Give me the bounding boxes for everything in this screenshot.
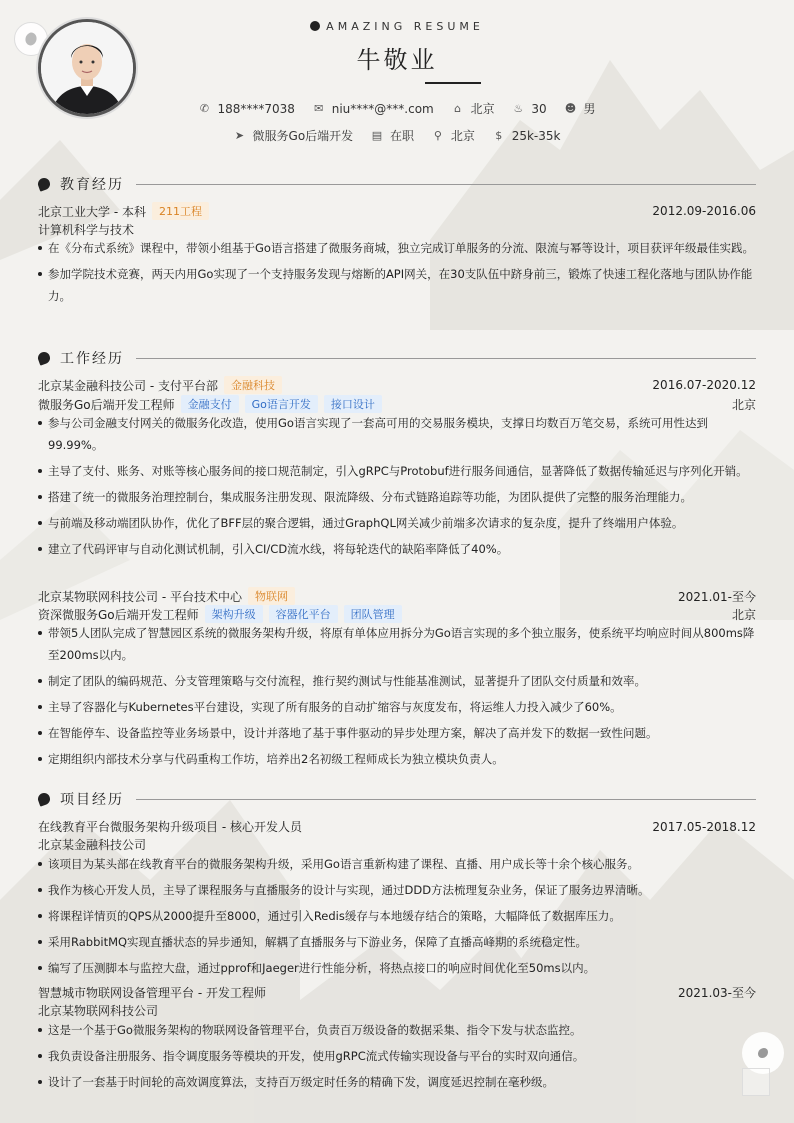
briefcase-icon: ▤ bbox=[371, 128, 383, 142]
project-2-bullets bbox=[38, 1019, 756, 1097]
project-period: 2017.05-2018.12 bbox=[652, 819, 756, 834]
list-item: 将课程详情页的QPS从2000提升至8000，通过引入Redis缓存与本地缓存结合的策略，大幅降低了数据库压力。 bbox=[38, 905, 756, 927]
work-period: 2021.01-至今 bbox=[678, 589, 756, 604]
project-1-company-row bbox=[38, 836, 756, 853]
project-company: 北京某物联网科技公司 bbox=[38, 1004, 159, 1018]
skill-tag: 容器化平台 bbox=[269, 605, 338, 623]
education-period: 2012.09-2016.06 bbox=[652, 204, 756, 218]
list-item: 参加学院技术竞赛，两天内用Go实现了一个支持服务发现与熔断的API网关，在30支队伍中跻身前三，锻炼了快速工程化落地与团队协作能力。 bbox=[38, 263, 756, 307]
work-1-header-row bbox=[38, 376, 756, 394]
leaf-icon bbox=[36, 791, 51, 806]
work-2-bullets bbox=[38, 622, 756, 774]
industry-tag: 物联网 bbox=[248, 587, 295, 605]
position-item: ➤ 微服务Go后端开发 bbox=[234, 128, 354, 143]
list-item: 该项目为某头部在线教育平台的微服务架构升级，采用Go语言重新构建了课程、直播、用户成长等十余个核心服务。 bbox=[38, 853, 756, 875]
work-1-role-row bbox=[38, 395, 756, 413]
work-2-role-row bbox=[38, 605, 756, 623]
company-name: 北京某金融科技公司 - 支付平台部 bbox=[38, 378, 218, 393]
work-2-header-row bbox=[38, 587, 756, 605]
resume-tagline: AMAZING RESUME bbox=[0, 20, 794, 33]
phone-icon: ✆ bbox=[199, 101, 210, 115]
education-major-row bbox=[38, 221, 756, 238]
skill-tag: 团队管理 bbox=[344, 605, 402, 623]
list-item: 编写了压测脚本与监控大盘，通过pprof和Jaeger进行性能分析，将热点接口的响应时间优化至50ms以内。 bbox=[38, 957, 756, 979]
list-item: 主导了支付、账务、对账等核心服务间的接口规范制定，引入gRPC与Protobuf进行服务间通信，显著降低了数据传输延迟与序列化开销。 bbox=[38, 460, 756, 482]
school-name: 北京工业大学 - 本科 bbox=[38, 204, 146, 219]
age-item: ♨ 30 bbox=[513, 101, 547, 116]
send-icon: ➤ bbox=[234, 128, 245, 142]
project-title: 智慧城市物联网设备管理平台 - 开发工程师 bbox=[38, 986, 266, 1000]
major-name: 计算机科学与技术 bbox=[38, 223, 135, 237]
list-item: 在智能停车、设备监控等业务场景中，设计并落地了基于事件驱动的异步处理方案，解决了高并发下的数据一致性问题。 bbox=[38, 722, 756, 744]
work-1-bullets bbox=[38, 412, 756, 564]
education-bullets bbox=[38, 237, 756, 311]
phone-item: ✆ 188****7038 bbox=[199, 101, 295, 116]
school-tag: 211工程 bbox=[152, 202, 209, 220]
section-divider bbox=[136, 799, 756, 800]
list-item: 制定了团队的编码规范、分支管理策略与交付流程，推行契约测试与性能基准测试，显著提升了团队交付质量和效率。 bbox=[38, 670, 756, 692]
work-location: 北京 bbox=[731, 607, 756, 622]
education-header-row bbox=[38, 202, 756, 220]
skill-tag: Go语言开发 bbox=[245, 395, 318, 413]
list-item: 主导了容器化与Kubernetes平台建设，实现了所有服务的自动扩缩容与灰度发布，将运维人力投入减少了60%。 bbox=[38, 696, 756, 718]
work-period: 2016.07-2020.12 bbox=[652, 378, 756, 392]
gender-item: ☻ 男 bbox=[564, 101, 596, 116]
list-item: 搭建了统一的微服务治理控制台，集成服务注册发现、限流降级、分布式链路追踪等功能，为团队提供了完整的服务治理能力。 bbox=[38, 486, 756, 508]
gender-icon: ☻ bbox=[564, 101, 577, 115]
projects-section-header: 项目经历 bbox=[38, 789, 756, 809]
project-period: 2021.03-至今 bbox=[678, 986, 756, 1000]
contact-info-row bbox=[0, 100, 794, 117]
leaf-icon bbox=[310, 21, 320, 31]
project-1-header-row bbox=[38, 818, 756, 835]
education-section-header: 教育经历 bbox=[38, 174, 756, 194]
list-item: 建立了代码评审与自动化测试机制，引入CI/CD流水线，将每轮迭代的缺陷率降低了40%。 bbox=[38, 538, 756, 560]
leaf-icon bbox=[36, 176, 51, 191]
list-item: 定期组织内部技术分享与代码重构工作坊，培养出2名初级工程师成长为独立模块负责人。 bbox=[38, 748, 756, 770]
decorative-square bbox=[742, 1068, 770, 1096]
job-intent-row bbox=[0, 127, 794, 144]
section-divider bbox=[136, 358, 756, 359]
industry-tag: 金融科技 bbox=[224, 376, 282, 394]
section-divider bbox=[136, 184, 756, 185]
job-title: 微服务Go后端开发工程师 bbox=[38, 397, 175, 412]
skill-tag: 接口设计 bbox=[324, 395, 382, 413]
status-item: ▤ 在职 bbox=[371, 128, 415, 143]
dollar-icon: $ bbox=[495, 128, 503, 142]
list-item: 带领5人团队完成了智慧园区系统的微服务架构升级，将原有单体应用拆分为Go语言实现的多个独立服务，使系统平均响应时间从800ms降至200ms以内。 bbox=[38, 622, 756, 666]
target-city-item: ⚲ 北京 bbox=[433, 128, 475, 143]
skill-tag: 架构升级 bbox=[205, 605, 263, 623]
list-item: 我负责设备注册服务、指令调度服务等模块的开发，使用gRPC流式传输实现设备与平台的实时双向通信。 bbox=[38, 1045, 756, 1067]
location-pin-icon: ⚲ bbox=[433, 128, 442, 142]
skill-tag: 金融支付 bbox=[181, 395, 239, 413]
candidate-name: 牛敬业 bbox=[356, 46, 438, 74]
cake-icon: ♨ bbox=[513, 101, 524, 115]
work-location: 北京 bbox=[731, 397, 756, 412]
list-item: 与前端及移动端团队协作，优化了BFF层的聚合逻辑，通过GraphQL网关减少前端多次请求的复杂度，提升了终端用户体验。 bbox=[38, 512, 756, 534]
mail-icon: ✉ bbox=[314, 101, 324, 115]
list-item: 设计了一套基于时间轮的高效调度算法，支持百万级定时任务的精确下发，调度延迟控制在毫秒级。 bbox=[38, 1071, 756, 1093]
project-1-bullets bbox=[38, 853, 756, 983]
list-item: 在《分布式系统》课程中，带领小组基于Go语言搭建了微服务商城，独立完成订单服务的分流、限流与幂等设计，项目获评年级最佳实践。 bbox=[38, 237, 756, 259]
name-underline bbox=[425, 82, 481, 84]
list-item: 采用RabbitMQ实现直播状态的异步通知，解耦了直播服务与下游业务，保障了直播高峰期的系统稳定性。 bbox=[38, 931, 756, 953]
list-item: 参与公司金融支付网关的微服务化改造，使用Go语言实现了一套高可用的交易服务模块，支撑日均数百万笔交易，系统可用性达到99.99%。 bbox=[38, 412, 756, 456]
project-company: 北京某金融科技公司 bbox=[38, 838, 147, 852]
company-name: 北京某物联网科技公司 - 平台技术中心 bbox=[38, 589, 242, 604]
project-2-company-row bbox=[38, 1002, 756, 1019]
project-2-header-row bbox=[38, 984, 756, 1001]
leaf-icon bbox=[36, 350, 51, 365]
salary-item: $ 25k-35k bbox=[493, 129, 561, 143]
list-item: 这是一个基于Go微服务架构的物联网设备管理平台，负责百万级设备的数据采集、指令下发与状态监控。 bbox=[38, 1019, 756, 1041]
project-title: 在线教育平台微服务架构升级项目 - 核心开发人员 bbox=[38, 820, 302, 834]
home-icon: ⌂ bbox=[454, 101, 462, 115]
work-section-header: 工作经历 bbox=[38, 348, 756, 368]
leaf-icon bbox=[758, 1048, 768, 1058]
city-item: ⌂ 北京 bbox=[452, 100, 495, 117]
job-title: 资深微服务Go后端开发工程师 bbox=[38, 607, 199, 622]
email-item: ✉ niu****@***.com bbox=[314, 101, 434, 116]
list-item: 我作为核心开发人员，主导了课程服务与直播服务的设计与实现，通过DDD方法梳理复杂业务，保证了服务边界清晰。 bbox=[38, 879, 756, 901]
